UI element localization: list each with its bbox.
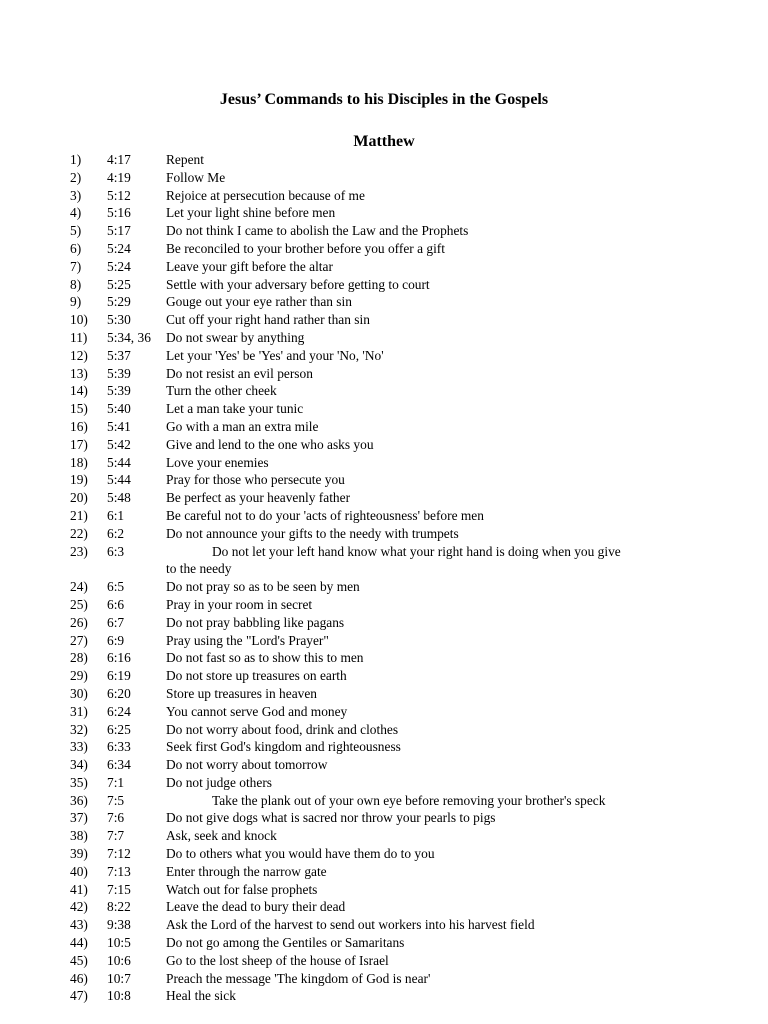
command-text: Let your 'Yes' be 'Yes' and your 'No, 'No' xyxy=(166,347,384,363)
verse-reference: 6:5 xyxy=(107,579,125,595)
verse-reference: 5:24 xyxy=(107,240,131,256)
verse-reference: 9:38 xyxy=(107,917,131,933)
command-text: Do not think I came to abolish the Law and the Prophets xyxy=(166,223,469,239)
list-item xyxy=(0,489,768,507)
item-number: 33) xyxy=(70,739,88,755)
list-item xyxy=(0,738,768,756)
commands-list xyxy=(0,151,768,1005)
verse-reference: 6:7 xyxy=(107,614,125,630)
list-item xyxy=(0,222,768,240)
verse-reference: 6:20 xyxy=(107,685,131,701)
list-item xyxy=(0,525,768,543)
item-number: 30) xyxy=(70,685,88,701)
list-item xyxy=(0,382,768,400)
list-item xyxy=(0,649,768,667)
list-item xyxy=(0,934,768,952)
verse-reference: 4:19 xyxy=(107,169,131,185)
list-item xyxy=(0,792,768,810)
command-text: Give and lend to the one who asks you xyxy=(166,436,374,452)
item-number: 39) xyxy=(70,846,88,862)
list-item xyxy=(0,916,768,934)
command-text: Follow Me xyxy=(166,169,226,185)
list-item xyxy=(0,703,768,721)
item-number: 12) xyxy=(70,347,88,363)
verse-reference: 7:12 xyxy=(107,846,131,862)
verse-reference: 5:16 xyxy=(107,205,131,221)
item-number: 41) xyxy=(70,881,88,897)
item-number: 17) xyxy=(70,436,88,452)
list-item xyxy=(0,204,768,222)
item-number: 4) xyxy=(70,205,82,221)
verse-reference: 5:25 xyxy=(107,276,131,292)
item-number: 43) xyxy=(70,917,88,933)
verse-reference: 6:16 xyxy=(107,650,131,666)
list-item xyxy=(0,471,768,489)
command-text: Do not fast so as to show this to men xyxy=(166,650,364,666)
verse-reference: 5:39 xyxy=(107,365,131,381)
list-item xyxy=(0,809,768,827)
item-number: 22) xyxy=(70,525,88,541)
command-text: Ask, seek and knock xyxy=(166,828,277,844)
item-number: 9) xyxy=(70,294,82,310)
list-item xyxy=(0,898,768,916)
verse-reference: 10:6 xyxy=(107,952,131,968)
item-number: 37) xyxy=(70,810,88,826)
command-text: Do not swear by anything xyxy=(166,329,305,345)
verse-reference: 6:1 xyxy=(107,507,125,523)
command-text: Do not worry about food, drink and clothes xyxy=(166,721,399,737)
verse-reference: 5:12 xyxy=(107,187,131,203)
item-number: 10) xyxy=(70,312,88,328)
verse-reference: 6:3 xyxy=(107,543,125,559)
list-item xyxy=(0,952,768,970)
command-text: Seek first God's kingdom and righteousness xyxy=(166,739,401,755)
item-number: 23) xyxy=(70,543,88,559)
list-item xyxy=(0,543,768,579)
command-text: Leave your gift before the altar xyxy=(166,258,333,274)
verse-reference: 5:29 xyxy=(107,294,131,310)
command-text: Do not worry about tomorrow xyxy=(166,757,328,773)
list-item xyxy=(0,987,768,1005)
section-heading: Matthew xyxy=(353,133,415,150)
command-text: Go to the lost sheep of the house of Israel xyxy=(166,952,389,968)
verse-reference: 5:24 xyxy=(107,258,131,274)
verse-reference: 5:48 xyxy=(107,490,131,506)
item-number: 46) xyxy=(70,970,88,986)
verse-reference: 7:6 xyxy=(107,810,125,826)
list-item xyxy=(0,578,768,596)
item-number: 1) xyxy=(70,152,82,167)
list-item xyxy=(0,418,768,436)
list-item xyxy=(0,347,768,365)
verse-reference: 5:34, 36 xyxy=(107,329,151,345)
item-number: 24) xyxy=(70,579,88,595)
command-text: Watch out for false prophets xyxy=(166,881,318,897)
verse-reference: 10:5 xyxy=(107,935,131,951)
list-item xyxy=(0,169,768,187)
command-text: Be reconciled to your brother before you offer a gift xyxy=(166,240,445,256)
list-item xyxy=(0,774,768,792)
verse-reference: 7:15 xyxy=(107,881,131,897)
command-text: Do not pray babbling like pagans xyxy=(166,614,345,630)
item-number: 38) xyxy=(70,828,88,844)
item-number: 27) xyxy=(70,632,88,648)
list-item xyxy=(0,970,768,988)
item-number: 2) xyxy=(70,169,82,185)
command-text: Settle with your adversary before getting to court xyxy=(166,276,430,292)
item-number: 6) xyxy=(70,240,82,256)
list-item xyxy=(0,881,768,899)
item-number: 31) xyxy=(70,703,88,719)
list-item xyxy=(0,596,768,614)
command-text: Rejoice at persecution because of me xyxy=(166,187,365,203)
command-text: Take the plank out of your own eye before removing your brother's speck xyxy=(212,792,606,808)
list-item xyxy=(0,311,768,329)
command-text: Pray in your room in secret xyxy=(166,596,313,612)
command-text: Do not let your left hand know what your right hand is doing when you give xyxy=(212,543,621,559)
item-number: 18) xyxy=(70,454,88,470)
command-text: Preach the message 'The kingdom of God is near' xyxy=(166,970,431,986)
verse-reference: 6:24 xyxy=(107,703,131,719)
verse-reference: 8:22 xyxy=(107,899,131,915)
item-number: 11) xyxy=(70,329,88,345)
verse-reference: 6:19 xyxy=(107,668,131,684)
item-number: 8) xyxy=(70,276,82,292)
command-text: Cut off your right hand rather than sin xyxy=(166,312,370,328)
item-number: 19) xyxy=(70,472,88,488)
item-number: 44) xyxy=(70,935,88,951)
command-text: Ask the Lord of the harvest to send out workers into his harvest field xyxy=(166,917,535,933)
verse-reference: 6:25 xyxy=(107,721,131,737)
command-text: Do not announce your gifts to the needy with trumpets xyxy=(166,525,459,541)
verse-reference: 5:41 xyxy=(107,418,131,434)
verse-reference: 5:44 xyxy=(107,472,131,488)
item-number: 15) xyxy=(70,401,88,417)
list-item xyxy=(0,845,768,863)
item-number: 29) xyxy=(70,668,88,684)
verse-reference: 7:7 xyxy=(107,828,125,844)
list-item xyxy=(0,329,768,347)
item-number: 13) xyxy=(70,365,88,381)
list-item xyxy=(0,187,768,205)
list-item xyxy=(0,614,768,632)
command-text: Do not go among the Gentiles or Samaritans xyxy=(166,935,405,951)
command-text: Be perfect as your heavenly father xyxy=(166,490,351,506)
item-number: 32) xyxy=(70,721,88,737)
list-item xyxy=(0,151,768,169)
verse-reference: 6:2 xyxy=(107,525,125,541)
list-item xyxy=(0,756,768,774)
list-item xyxy=(0,507,768,525)
command-text: Do not pray so as to be seen by men xyxy=(166,579,360,595)
command-text: Let your light shine before men xyxy=(166,205,336,221)
command-text: Store up treasures in heaven xyxy=(166,685,317,701)
command-text: Heal the sick xyxy=(166,988,236,1004)
command-text: Do not give dogs what is sacred nor throw your pearls to pigs xyxy=(166,810,496,826)
item-number: 45) xyxy=(70,952,88,968)
list-item xyxy=(0,454,768,472)
verse-reference: 7:13 xyxy=(107,863,131,879)
verse-reference: 6:33 xyxy=(107,739,131,755)
item-number: 3) xyxy=(70,187,82,203)
command-text: Gouge out your eye rather than sin xyxy=(166,294,352,310)
verse-reference: 6:34 xyxy=(107,757,131,773)
command-text: Do to others what you would have them do to you xyxy=(166,846,435,862)
verse-reference: 7:5 xyxy=(107,792,125,808)
verse-reference: 10:8 xyxy=(107,988,131,1004)
command-text: Love your enemies xyxy=(166,454,269,470)
command-text: Leave the dead to bury their dead xyxy=(166,899,346,915)
item-number: 35) xyxy=(70,774,88,790)
item-number: 36) xyxy=(70,792,88,808)
command-text: Be careful not to do your 'acts of righteousness' before men xyxy=(166,507,484,523)
command-text: Pray for those who persecute you xyxy=(166,472,345,488)
item-number: 42) xyxy=(70,899,88,915)
verse-reference: 7:1 xyxy=(107,774,125,790)
list-item xyxy=(0,400,768,418)
list-item xyxy=(0,365,768,383)
list-item xyxy=(0,632,768,650)
command-text-continuation: to the needy xyxy=(166,561,232,577)
list-item xyxy=(0,293,768,311)
verse-reference: 6:9 xyxy=(107,632,125,648)
command-text: Go with a man an extra mile xyxy=(166,418,319,434)
command-text: Enter through the narrow gate xyxy=(166,863,327,879)
verse-reference: 10:7 xyxy=(107,970,131,986)
verse-reference: 5:44 xyxy=(107,454,131,470)
command-text: Repent xyxy=(166,152,204,167)
list-item xyxy=(0,240,768,258)
document-title: Jesus’ Commands to his Disciples in the Gospels xyxy=(219,91,549,108)
item-number: 47) xyxy=(70,988,88,1004)
command-text: Do not resist an evil person xyxy=(166,365,313,381)
command-text: You cannot serve God and money xyxy=(166,703,348,719)
list-item xyxy=(0,276,768,294)
verse-reference: 5:37 xyxy=(107,347,131,363)
verse-reference: 5:40 xyxy=(107,401,131,417)
item-number: 28) xyxy=(70,650,88,666)
command-text: Turn the other cheek xyxy=(166,383,277,399)
item-number: 40) xyxy=(70,863,88,879)
list-item xyxy=(0,436,768,454)
verse-reference: 5:30 xyxy=(107,312,131,328)
list-item xyxy=(0,667,768,685)
item-number: 26) xyxy=(70,614,88,630)
command-text: Let a man take your tunic xyxy=(166,401,304,417)
command-text: Do not store up treasures on earth xyxy=(166,668,347,684)
verse-reference: 5:42 xyxy=(107,436,131,452)
list-item xyxy=(0,721,768,739)
item-number: 14) xyxy=(70,383,88,399)
item-number: 20) xyxy=(70,490,88,506)
item-number: 21) xyxy=(70,507,88,523)
item-number: 5) xyxy=(70,223,82,239)
verse-reference: 4:17 xyxy=(107,152,131,167)
item-number: 7) xyxy=(70,258,82,274)
item-number: 16) xyxy=(70,418,88,434)
verse-reference: 5:17 xyxy=(107,223,131,239)
list-item xyxy=(0,827,768,845)
list-item xyxy=(0,863,768,881)
command-text: Do not judge others xyxy=(166,774,272,790)
item-number: 34) xyxy=(70,757,88,773)
verse-reference: 5:39 xyxy=(107,383,131,399)
verse-reference: 6:6 xyxy=(107,596,125,612)
item-number: 25) xyxy=(70,596,88,612)
list-item xyxy=(0,685,768,703)
list-item xyxy=(0,258,768,276)
command-text: Pray using the "Lord's Prayer" xyxy=(166,632,329,648)
